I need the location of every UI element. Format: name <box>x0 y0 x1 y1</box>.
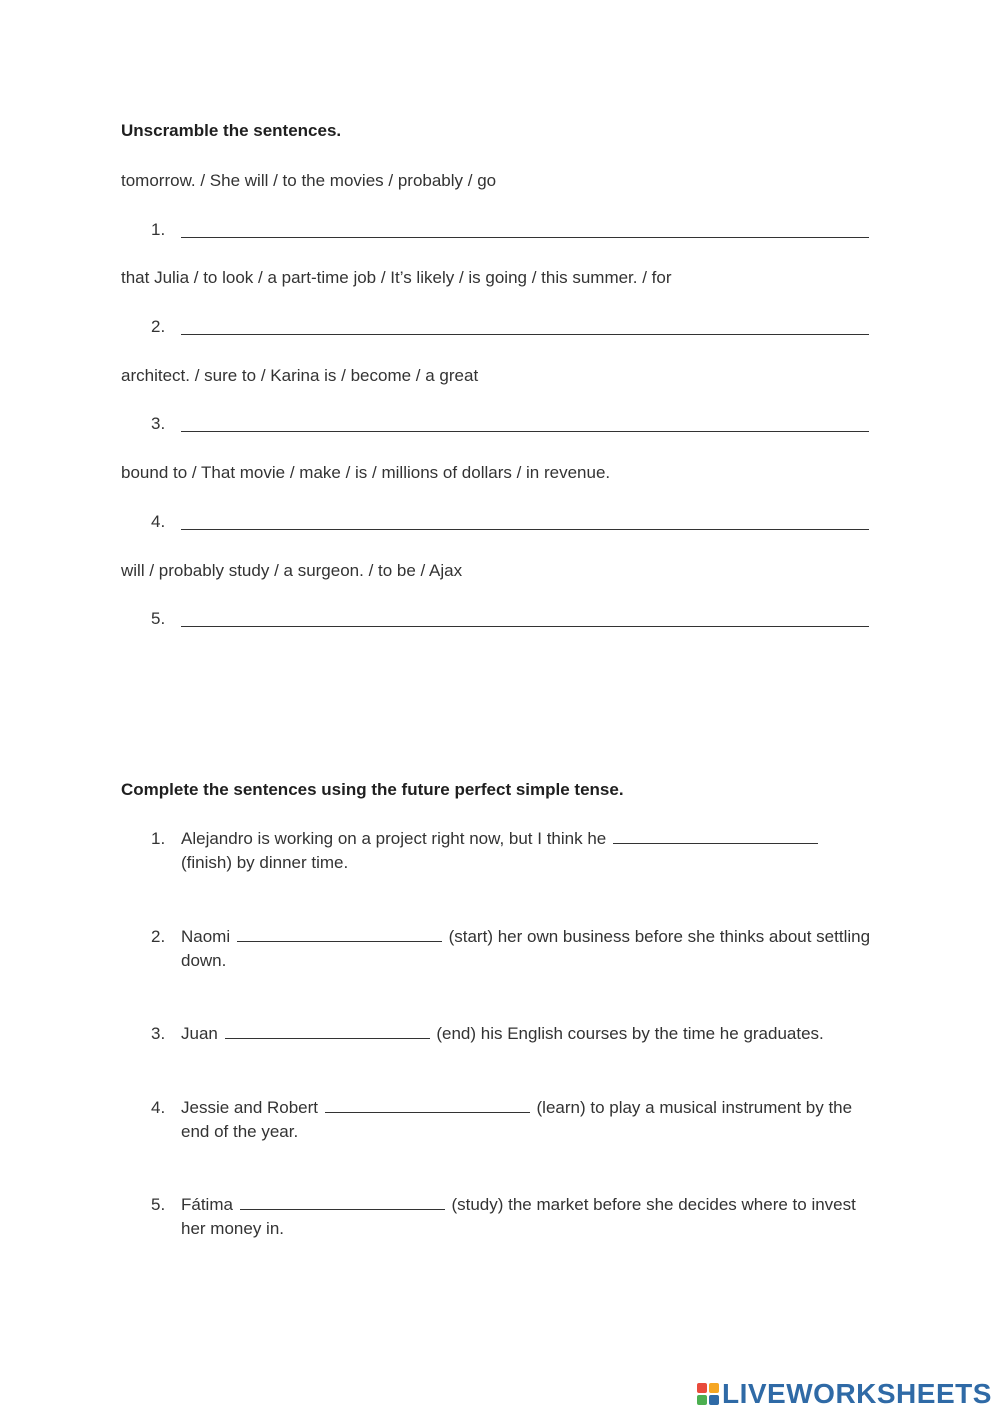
answer-line-4[interactable] <box>181 529 869 530</box>
scrambled-prompt-1: tomorrow. / She will / to the movies / probably / go <box>121 171 497 190</box>
answer-line-3[interactable] <box>181 431 869 432</box>
item-number-1: 1. <box>151 220 166 239</box>
sentence-4-end: (learn) to play a musical instrument by the end of the year. <box>181 1098 853 1141</box>
item-number-4: 4. <box>151 512 166 531</box>
answer-line-1[interactable] <box>181 237 869 238</box>
exercise-number-3: 3. <box>151 1024 166 1043</box>
sentence-5-end: (study) the market before she decides where to invest her money in. <box>181 1195 856 1238</box>
exercise-sentence-3 <box>181 1022 871 1046</box>
exercise-number-4: 4. <box>151 1098 166 1117</box>
exercise-number-2: 2. <box>151 927 166 946</box>
exercise-sentence-2 <box>181 925 871 973</box>
item-number-3: 3. <box>151 414 166 433</box>
section1-heading: Unscramble the sentences. <box>121 121 342 140</box>
blank-2[interactable] <box>237 940 442 942</box>
exercise-sentence-5 <box>181 1193 871 1241</box>
item-number-2: 2. <box>151 317 166 336</box>
logo-mark-square-1 <box>697 1383 707 1393</box>
logo-mark-square-3 <box>697 1395 707 1405</box>
section2-heading: Complete the sentences using the future perfect simple tense. <box>121 780 624 799</box>
sentence-3-start: Juan <box>181 1024 218 1043</box>
sentence-1-start: Alejandro is working on a project right now, but I think he <box>181 829 607 848</box>
item-number-5: 5. <box>151 609 166 628</box>
blank-3[interactable] <box>225 1037 430 1039</box>
sentence-2-start: Naomi <box>181 927 231 946</box>
blank-5[interactable] <box>240 1208 445 1210</box>
sentence-2-end: (start) her own business before she thinks about settling down. <box>181 927 871 970</box>
blank-4[interactable] <box>325 1111 530 1113</box>
scrambled-prompt-3: architect. / sure to / Karina is / become / a great <box>121 366 479 385</box>
sentence-1-end: (finish) by dinner time. <box>181 853 349 872</box>
logo-mark-square-2 <box>709 1383 719 1393</box>
answer-line-5[interactable] <box>181 626 869 627</box>
scrambled-prompt-2: that Julia / to look / a part-time job / It’s likely / is going / this summer. / for <box>121 268 672 287</box>
exercise-sentence-4 <box>181 1096 871 1144</box>
sentence-5-start: Fátima <box>181 1195 233 1214</box>
answer-line-2[interactable] <box>181 334 869 335</box>
logo-mark-square-4 <box>709 1395 719 1405</box>
liveworksheets-logo <box>697 1375 992 1413</box>
exercise-number-1: 1. <box>151 829 166 848</box>
sentence-3-end: (end) his English courses by the time he graduates. <box>436 1024 824 1043</box>
scrambled-prompt-5: will / probably study / a surgeon. / to be / Ajax <box>121 561 463 580</box>
scrambled-prompt-4: bound to / That movie / make / is / millions of dollars / in revenue. <box>121 463 611 482</box>
logo-mark-icon <box>697 1383 719 1405</box>
exercise-number-5: 5. <box>151 1195 166 1214</box>
blank-1[interactable] <box>613 842 818 844</box>
logo-text: LIVEWORKSHEETS <box>722 1378 992 1409</box>
sentence-4-start: Jessie and Robert <box>181 1098 319 1117</box>
exercise-sentence-1 <box>181 827 871 875</box>
